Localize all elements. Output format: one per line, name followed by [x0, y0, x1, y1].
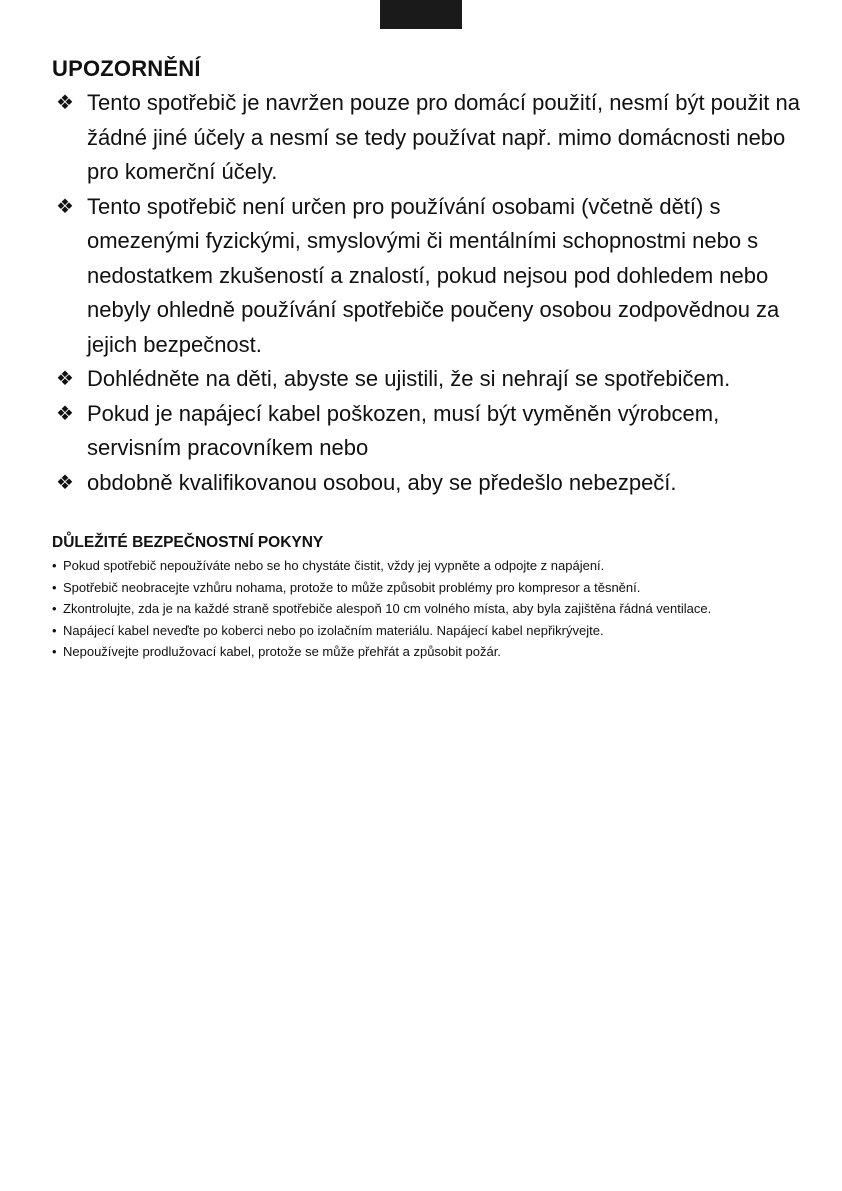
warning-title: UPOZORNĚNÍ	[52, 56, 201, 81]
warning-item	[52, 466, 812, 501]
diamond-bullet-icon: ❖	[56, 471, 74, 494]
warning-item	[52, 190, 812, 363]
safety-item	[52, 555, 772, 577]
dot-bullet-icon: •	[52, 601, 57, 616]
warning-item	[52, 397, 812, 466]
safety-item	[52, 577, 772, 599]
warning-item-text: Dohlédněte na děti, abyste se ujistili, že si nehrají se spotřebičem.	[87, 366, 731, 391]
diamond-bullet-icon: ❖	[56, 402, 74, 425]
dot-bullet-icon: •	[52, 622, 57, 638]
safety-item	[52, 598, 772, 620]
warning-item-text: obdobně kvalifikovanou osobou, aby se předešlo nebezpečí.	[87, 469, 677, 495]
safety-item-text: Nepoužívejte prodlužovací kabel, protože se může přehřát a způsobit požár.	[63, 644, 501, 659]
dot-bullet-icon: •	[52, 644, 57, 659]
safety-item-text: Zkontrolujte, zda je na každé straně spotřebiče alespoň 10 cm volného místa, aby byla zajištěna řádná ventilace.	[63, 601, 712, 616]
diamond-bullet-icon: ❖	[56, 92, 74, 114]
warning-item	[52, 362, 812, 397]
warning-item-text: Tento spotřebič je navržen pouze pro domácí použití, nesmí být použit na žádné jiné účely a nesmí se tedy používat např. mimo domácnosti nebo pro komerční účely.	[87, 90, 800, 184]
warning-item	[52, 86, 812, 190]
safety-title: DŮLEŽITÉ BEZPEČNOSTNÍ POKYNY	[52, 534, 324, 551]
header-tab-marker	[380, 0, 462, 29]
warning-list	[52, 86, 812, 500]
diamond-bullet-icon: ❖	[56, 368, 74, 390]
safety-item-text: Spotřebič neobracejte vzhůru nohama, protože to může způsobit problémy pro kompresor a těsnění.	[63, 579, 641, 595]
dot-bullet-icon: •	[52, 579, 57, 595]
safety-item-text: Pokud spotřebič nepoužíváte nebo se ho chystáte čistit, vždy jej vypněte a odpojte z napájení.	[63, 558, 605, 573]
safety-item-text: Napájecí kabel neveďte po koberci nebo po izolačním materiálu. Napájecí kabel nepřikrývejte.	[63, 622, 604, 638]
safety-item	[52, 641, 772, 663]
safety-instructions-section	[52, 532, 772, 663]
safety-list	[52, 555, 772, 663]
warning-item-text: Tento spotřebič není určen pro používání osobami (včetně dětí) s omezenými fyzickými, smyslovými či mentálními schopnostmi nebo s nedostatkem zkušeností a znalostí, pokud nejsou pod dohledem nebo nebyly ohledně používání spotřebiče poučeny osobou zodpovědnou za jejich bezpečnost.	[87, 193, 780, 357]
safety-item	[52, 620, 772, 642]
dot-bullet-icon: •	[52, 558, 57, 573]
diamond-bullet-icon: ❖	[56, 195, 74, 218]
warning-item-text: Pokud je napájecí kabel poškozen, musí být vyměněn výrobcem, servisním pracovníkem nebo	[87, 400, 720, 460]
